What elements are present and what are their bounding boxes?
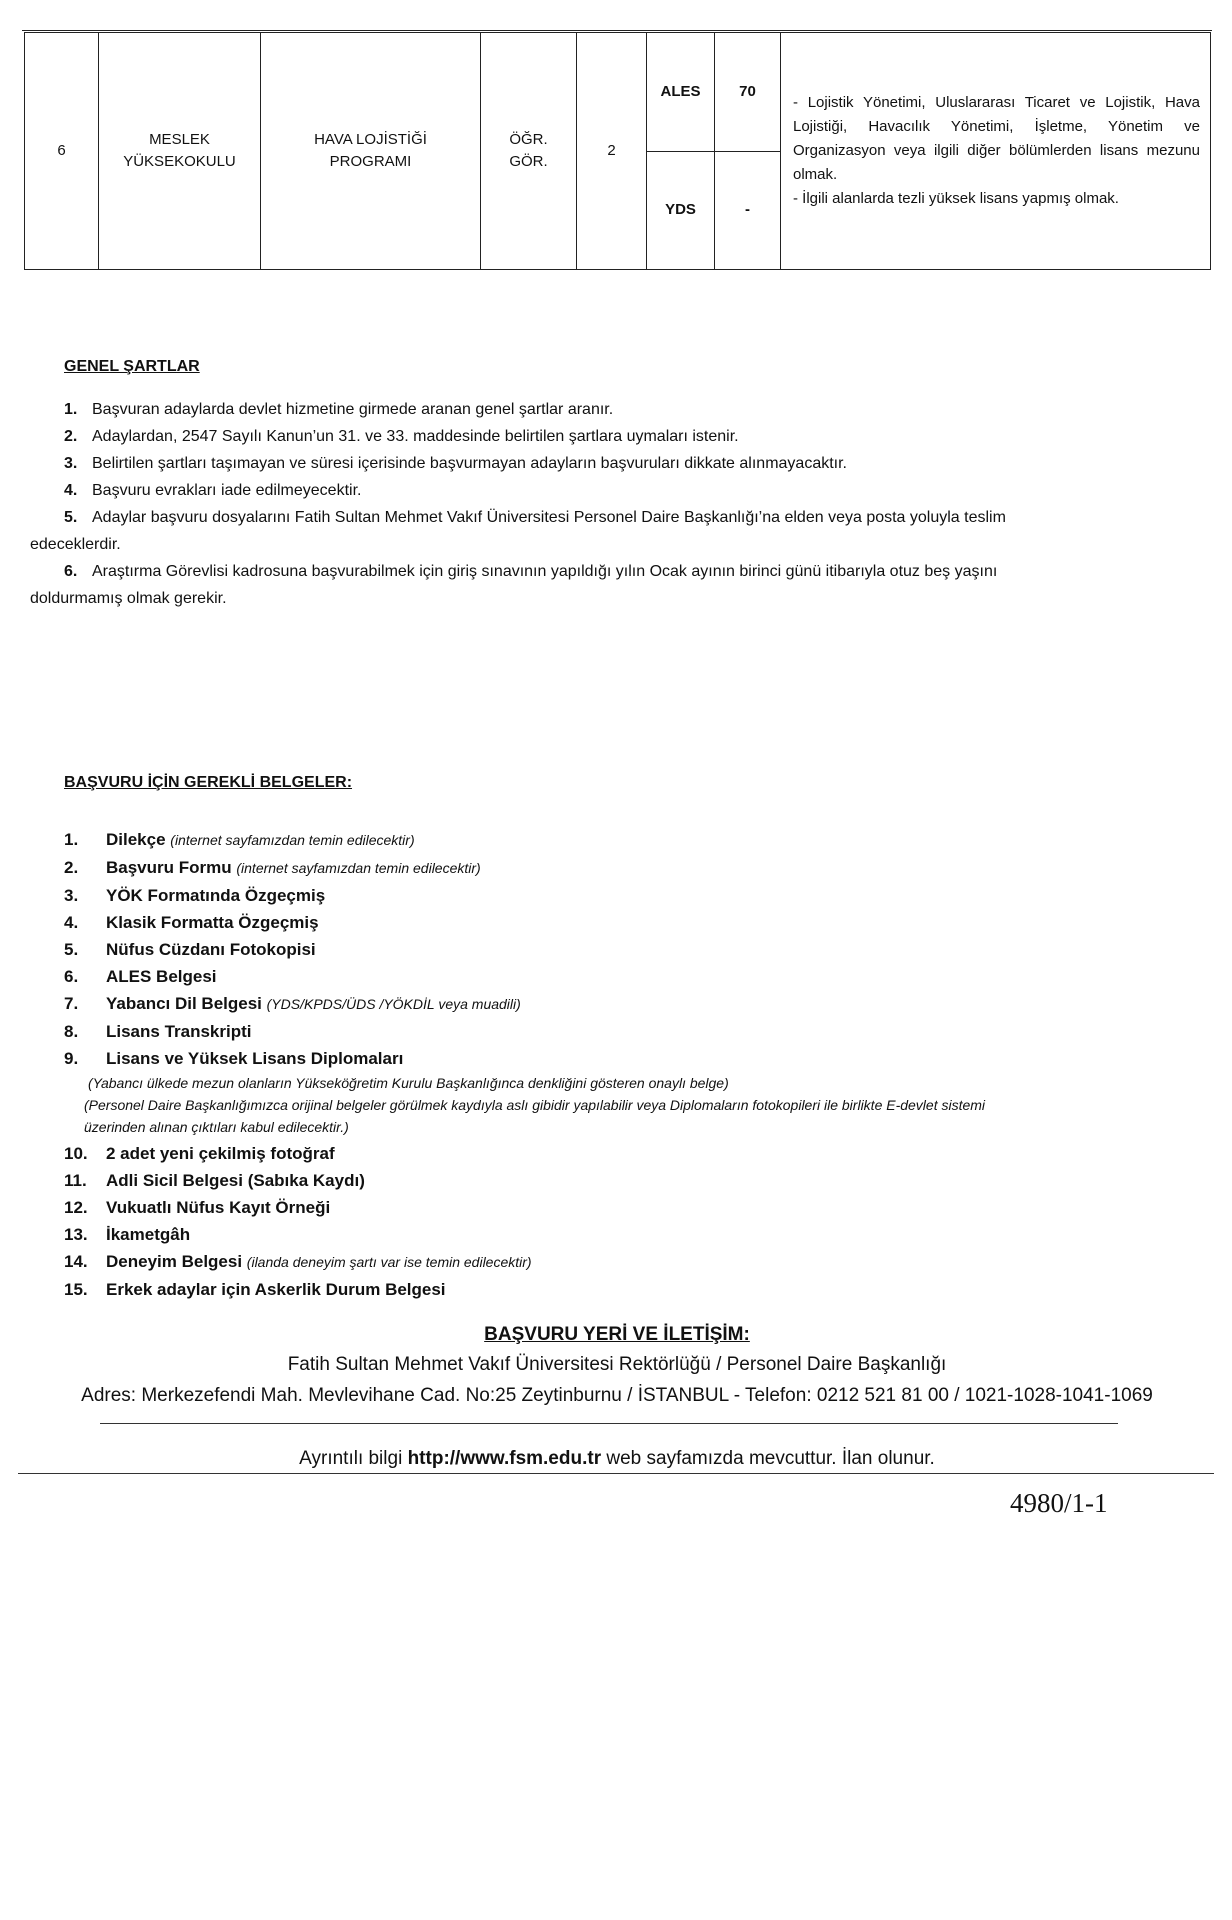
item-label: Adli Sicil Belgesi (Sabıka Kaydı) bbox=[106, 1171, 365, 1190]
item-number: 4. bbox=[64, 913, 79, 932]
item-label: Vukuatlı Nüfus Kayıt Örneği bbox=[106, 1198, 331, 1217]
item-number: 15. bbox=[64, 1280, 88, 1299]
title-cell bbox=[481, 33, 577, 270]
diploma-note: (Yabancı ülkede mezun olanların Yükseköğretim Kurulu Başkanlığınca denkliğini gösteren onaylı belge) bbox=[88, 1075, 729, 1091]
position-table bbox=[24, 32, 1211, 270]
list-item bbox=[64, 882, 1184, 909]
exam-name: YDS bbox=[647, 151, 715, 270]
list-item bbox=[32, 423, 1212, 450]
item-text: edeceklerdir. bbox=[30, 536, 121, 553]
list-item bbox=[32, 450, 1212, 477]
item-number: 6. bbox=[64, 563, 78, 580]
exam-score: - bbox=[715, 151, 781, 270]
list-item bbox=[32, 558, 1212, 585]
list-item bbox=[64, 1045, 1184, 1072]
item-number: 6. bbox=[64, 967, 79, 986]
list-item bbox=[64, 1221, 1184, 1248]
item-label: İkametgâh bbox=[106, 1225, 191, 1244]
requirement-text: - İlgili alanlarda tezli yüksek lisans yapmış olmak. bbox=[793, 190, 1119, 207]
diploma-notes bbox=[84, 1072, 1184, 1138]
contact-address: Adres: Merkezefendi Mah. Mevlevihane Cad. No:25 Zeytinburnu / İSTANBUL - Telefon: 0212 521 81 00 / 1021-1028-1041-1069 bbox=[81, 1385, 1153, 1406]
divider bbox=[18, 1473, 1214, 1474]
list-item bbox=[32, 477, 1212, 504]
list-item bbox=[64, 854, 1184, 882]
exam-name: ALES bbox=[647, 33, 715, 152]
count-cell: 2 bbox=[577, 33, 647, 270]
item-label: Başvuru Formu bbox=[106, 858, 232, 877]
item-number: 12. bbox=[64, 1198, 88, 1217]
item-note: (YDS/KPDS/ÜDS /YÖKDİL veya muadili) bbox=[266, 996, 521, 1012]
list-item bbox=[32, 504, 1212, 531]
item-text: Adaylardan, 2547 Sayılı Kanun’un 31. ve 33. maddesinde belirtilen şartlara uymaları istenir. bbox=[92, 428, 739, 445]
row-number: 6 bbox=[25, 33, 99, 270]
list-item bbox=[64, 1276, 1184, 1303]
list-item bbox=[64, 1140, 1184, 1167]
list-item-continuation bbox=[30, 585, 1212, 612]
item-number: 8. bbox=[64, 1022, 79, 1041]
list-item bbox=[64, 990, 1184, 1018]
item-number: 5. bbox=[64, 509, 78, 526]
list-item bbox=[64, 1194, 1184, 1221]
item-number: 4. bbox=[64, 482, 78, 499]
item-number: 11. bbox=[64, 1171, 87, 1190]
list-item bbox=[64, 963, 1184, 990]
item-number: 7. bbox=[64, 994, 79, 1013]
item-label: Dilekçe bbox=[106, 830, 166, 849]
diploma-note: üzerinden alınan çıktıları kabul edilecektir.) bbox=[84, 1119, 349, 1135]
unit-line: YÜKSEKOKULU bbox=[123, 153, 236, 170]
item-number: 1. bbox=[64, 401, 78, 418]
exam-score: 70 bbox=[715, 33, 781, 152]
item-text: Başvuru evrakları iade edilmeyecektir. bbox=[92, 482, 362, 499]
item-note: (internet sayfamızdan temin edilecektir) bbox=[236, 860, 481, 876]
item-text: doldurmamış olmak gerekir. bbox=[30, 590, 227, 607]
item-number: 2. bbox=[64, 428, 78, 445]
item-label: Nüfus Cüzdanı Fotokopisi bbox=[106, 940, 316, 959]
info-prefix: Ayrıntılı bilgi bbox=[299, 1448, 408, 1469]
required-documents-title: BAŞVURU İÇİN GEREKLİ BELGELER: bbox=[64, 774, 353, 791]
item-number: 2. bbox=[64, 858, 79, 877]
item-label: Lisans ve Yüksek Lisans Diplomaları bbox=[106, 1049, 404, 1068]
announcement-code: 4980/1-1 bbox=[1010, 1488, 1108, 1518]
list-item-continuation bbox=[30, 531, 1212, 558]
item-number: 3. bbox=[64, 455, 78, 472]
item-label: ALES Belgesi bbox=[106, 967, 217, 986]
top-rule bbox=[22, 30, 1212, 31]
item-text: Başvuran adaylarda devlet hizmetine girmede aranan genel şartlar aranır. bbox=[92, 401, 614, 418]
list-item bbox=[64, 826, 1184, 854]
diploma-note: (Personel Daire Başkanlığımızca orijinal belgeler görülmek kaydıyla aslı gibidir yapılabilir veya Diplomaların fotokopileri ile birlikte E-devlet sistemi bbox=[84, 1097, 986, 1113]
title-line: ÖĞR. bbox=[509, 131, 548, 148]
unit-line: MESLEK bbox=[149, 131, 210, 148]
list-item bbox=[64, 1248, 1184, 1276]
item-note: (internet sayfamızdan temin edilecektir) bbox=[170, 832, 415, 848]
item-text: Belirtilen şartları taşımayan ve süresi içerisinde başvurmayan adayların başvuruları dikkate alınmayacaktır. bbox=[92, 455, 847, 472]
item-number: 1. bbox=[64, 830, 79, 849]
requirements-cell bbox=[781, 33, 1211, 270]
required-documents-list bbox=[64, 826, 1184, 1303]
item-number: 3. bbox=[64, 886, 79, 905]
program-line: PROGRAMI bbox=[329, 153, 412, 170]
contact-title: BAŞVURU YERİ VE İLETİŞİM: bbox=[484, 1324, 750, 1345]
item-text: Adaylar başvuru dosyalarını Fatih Sultan Mehmet Vakıf Üniversitesi Personel Daire Başkanlığı’na elden veya posta yoluyla teslim bbox=[92, 509, 1006, 526]
list-item bbox=[32, 396, 1212, 423]
item-label: Klasik Formatta Özgeçmiş bbox=[106, 913, 319, 932]
item-number: 10. bbox=[64, 1144, 88, 1163]
item-label: Deneyim Belgesi bbox=[106, 1252, 243, 1271]
item-number: 5. bbox=[64, 940, 79, 959]
item-note: (ilanda deneyim şartı var ise temin edilecektir) bbox=[246, 1254, 532, 1270]
table-row bbox=[25, 33, 1211, 152]
item-label: Yabancı Dil Belgesi bbox=[106, 994, 262, 1013]
contact-organization: Fatih Sultan Mehmet Vakıf Üniversitesi Rektörlüğü / Personel Daire Başkanlığı bbox=[287, 1354, 947, 1375]
list-item bbox=[64, 936, 1184, 963]
item-text: Araştırma Görevlisi kadrosuna başvurabilmek için giriş sınavının yapıldığı yılın Ocak ayının birinci günü itibarıyla otuz beş yaşını bbox=[92, 563, 998, 580]
program-line: HAVA LOJİSTİĞİ bbox=[314, 131, 427, 148]
title-line: GÖR. bbox=[509, 153, 548, 170]
unit-cell bbox=[99, 33, 261, 270]
program-cell bbox=[261, 33, 481, 270]
item-label: YÖK Formatında Özgeçmiş bbox=[106, 886, 326, 905]
info-suffix: web sayfamızda mevcuttur. İlan olunur. bbox=[601, 1448, 935, 1469]
item-label: Lisans Transkripti bbox=[106, 1022, 252, 1041]
requirement-text: - Lojistik Yönetimi, Uluslararası Ticaret ve Lojistik, Hava Lojistiği, Havacılık Yönetimi, İşletme, Yönetim ve Organizasyon veya ilgili diğer bölümlerden lisans mezunu olmak. bbox=[793, 94, 1200, 183]
general-conditions-list bbox=[32, 396, 1212, 612]
contact-info bbox=[22, 1448, 1212, 1470]
list-item bbox=[64, 1018, 1184, 1045]
divider bbox=[100, 1423, 1118, 1424]
item-number: 13. bbox=[64, 1225, 88, 1244]
list-item bbox=[64, 1167, 1184, 1194]
general-conditions-title: GENEL ŞARTLAR bbox=[64, 358, 200, 375]
item-label: Erkek adaylar için Askerlik Durum Belgesi bbox=[106, 1280, 446, 1299]
item-label: 2 adet yeni çekilmiş fotoğraf bbox=[106, 1144, 335, 1163]
website-link[interactable]: http://www.fsm.edu.tr bbox=[407, 1448, 602, 1469]
list-item bbox=[64, 909, 1184, 936]
item-number: 14. bbox=[64, 1252, 88, 1271]
item-number: 9. bbox=[64, 1049, 79, 1068]
